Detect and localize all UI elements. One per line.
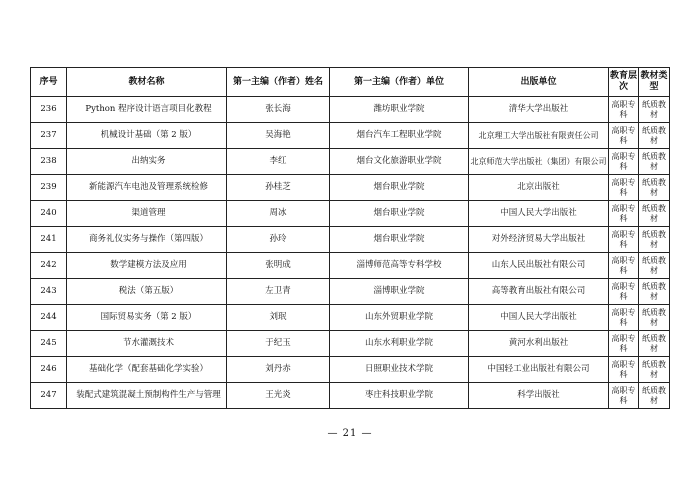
table-row bbox=[31, 149, 670, 175]
cell-level: 高职专科 bbox=[609, 175, 639, 201]
cell-author: 张明成 bbox=[227, 253, 330, 279]
cell-name: 商务礼仪实务与操作（第四版） bbox=[67, 227, 227, 253]
cell-seq: 245 bbox=[31, 331, 67, 357]
cell-unit: 淄博职业学院 bbox=[330, 279, 469, 305]
cell-author: 李红 bbox=[227, 149, 330, 175]
cell-type: 纸质教材 bbox=[639, 331, 670, 357]
cell-level: 高职专科 bbox=[609, 149, 639, 175]
cell-seq: 247 bbox=[31, 383, 67, 409]
cell-publisher: 中国轻工业出版社有限公司 bbox=[469, 357, 609, 383]
cell-unit: 枣庄科技职业学院 bbox=[330, 383, 469, 409]
page-number: — 21 — bbox=[327, 428, 373, 439]
cell-publisher: 高等教育出版社有限公司 bbox=[469, 279, 609, 305]
cell-level: 高职专科 bbox=[609, 331, 639, 357]
header-unit: 第一主编（作者）单位 bbox=[330, 68, 469, 97]
cell-author: 孙桂芝 bbox=[227, 175, 330, 201]
cell-publisher: 北京师范大学出版社（集团）有限公司 bbox=[469, 149, 609, 175]
table-row bbox=[31, 227, 670, 253]
cell-publisher: 山东人民出版社有限公司 bbox=[469, 253, 609, 279]
cell-level: 高职专科 bbox=[609, 97, 639, 123]
cell-publisher: 中国人民大学出版社 bbox=[469, 201, 609, 227]
cell-unit: 日照职业技术学院 bbox=[330, 357, 469, 383]
cell-type: 纸质教材 bbox=[639, 123, 670, 149]
cell-name: 数学建模方法及应用 bbox=[67, 253, 227, 279]
table-header-row bbox=[31, 68, 670, 97]
header-type: 教材类型 bbox=[639, 68, 670, 97]
cell-author: 刘珉 bbox=[227, 305, 330, 331]
cell-unit: 烟台职业学院 bbox=[330, 201, 469, 227]
cell-type: 纸质教材 bbox=[639, 97, 670, 123]
cell-level: 高职专科 bbox=[609, 383, 639, 409]
cell-publisher: 中国人民大学出版社 bbox=[469, 305, 609, 331]
table-row bbox=[31, 279, 670, 305]
cell-publisher: 北京出版社 bbox=[469, 175, 609, 201]
cell-seq: 238 bbox=[31, 149, 67, 175]
header-name: 教材名称 bbox=[67, 68, 227, 97]
cell-author: 吴海艳 bbox=[227, 123, 330, 149]
table-row bbox=[31, 305, 670, 331]
cell-seq: 237 bbox=[31, 123, 67, 149]
cell-type: 纸质教材 bbox=[639, 253, 670, 279]
cell-seq: 239 bbox=[31, 175, 67, 201]
cell-unit: 烟台职业学院 bbox=[330, 227, 469, 253]
cell-author: 左卫青 bbox=[227, 279, 330, 305]
cell-level: 高职专科 bbox=[609, 123, 639, 149]
cell-author: 周冰 bbox=[227, 201, 330, 227]
cell-unit: 潍坊职业学院 bbox=[330, 97, 469, 123]
cell-type: 纸质教材 bbox=[639, 149, 670, 175]
cell-name: 节水灌溉技术 bbox=[67, 331, 227, 357]
textbook-table bbox=[30, 67, 670, 409]
cell-unit: 淄博师范高等专科学校 bbox=[330, 253, 469, 279]
cell-publisher: 清华大学出版社 bbox=[469, 97, 609, 123]
cell-unit: 烟台职业学院 bbox=[330, 175, 469, 201]
cell-author: 于纪玉 bbox=[227, 331, 330, 357]
cell-seq: 244 bbox=[31, 305, 67, 331]
cell-author: 孙玲 bbox=[227, 227, 330, 253]
cell-seq: 242 bbox=[31, 253, 67, 279]
cell-type: 纸质教材 bbox=[639, 383, 670, 409]
cell-publisher: 对外经济贸易大学出版社 bbox=[469, 227, 609, 253]
cell-seq: 240 bbox=[31, 201, 67, 227]
cell-name: 渠道管理 bbox=[67, 201, 227, 227]
cell-name: 税法（第五版） bbox=[67, 279, 227, 305]
cell-level: 高职专科 bbox=[609, 357, 639, 383]
cell-name: 国际贸易实务（第 2 版） bbox=[67, 305, 227, 331]
cell-level: 高职专科 bbox=[609, 253, 639, 279]
cell-name: 出纳实务 bbox=[67, 149, 227, 175]
cell-unit: 烟台文化旅游职业学院 bbox=[330, 149, 469, 175]
table-row bbox=[31, 383, 670, 409]
table-row bbox=[31, 253, 670, 279]
cell-seq: 246 bbox=[31, 357, 67, 383]
cell-unit: 山东外贸职业学院 bbox=[330, 305, 469, 331]
cell-level: 高职专科 bbox=[609, 227, 639, 253]
table-row bbox=[31, 175, 670, 201]
table-row bbox=[31, 97, 670, 123]
header-author: 第一主编（作者）姓名 bbox=[227, 68, 330, 97]
cell-name: 新能源汽车电池及管理系统检修 bbox=[67, 175, 227, 201]
cell-author: 张长海 bbox=[227, 97, 330, 123]
cell-publisher: 黄河水利出版社 bbox=[469, 331, 609, 357]
header-level: 教育层次 bbox=[609, 68, 639, 97]
cell-author: 刘丹赤 bbox=[227, 357, 330, 383]
cell-level: 高职专科 bbox=[609, 279, 639, 305]
cell-name: 基础化学（配套基础化学实验） bbox=[67, 357, 227, 383]
cell-publisher: 科学出版社 bbox=[469, 383, 609, 409]
cell-publisher: 北京理工大学出版社有限责任公司 bbox=[469, 123, 609, 149]
cell-type: 纸质教材 bbox=[639, 175, 670, 201]
cell-type: 纸质教材 bbox=[639, 279, 670, 305]
cell-name: 机械设计基础（第 2 版） bbox=[67, 123, 227, 149]
cell-unit: 山东水利职业学院 bbox=[330, 331, 469, 357]
table-row bbox=[31, 201, 670, 227]
cell-unit: 烟台汽车工程职业学院 bbox=[330, 123, 469, 149]
cell-author: 王光炎 bbox=[227, 383, 330, 409]
cell-type: 纸质教材 bbox=[639, 357, 670, 383]
cell-type: 纸质教材 bbox=[639, 305, 670, 331]
cell-name: 装配式建筑混凝土预制构件生产与管理 bbox=[67, 383, 227, 409]
header-seq: 序号 bbox=[31, 68, 67, 97]
table-row bbox=[31, 331, 670, 357]
cell-name: Python 程序设计语言项目化教程 bbox=[67, 97, 227, 123]
cell-seq: 241 bbox=[31, 227, 67, 253]
cell-seq: 243 bbox=[31, 279, 67, 305]
cell-seq: 236 bbox=[31, 97, 67, 123]
cell-type: 纸质教材 bbox=[639, 201, 670, 227]
cell-level: 高职专科 bbox=[609, 305, 639, 331]
cell-level: 高职专科 bbox=[609, 201, 639, 227]
table-row bbox=[31, 357, 670, 383]
table-row bbox=[31, 123, 670, 149]
header-publisher: 出版单位 bbox=[469, 68, 609, 97]
cell-type: 纸质教材 bbox=[639, 227, 670, 253]
